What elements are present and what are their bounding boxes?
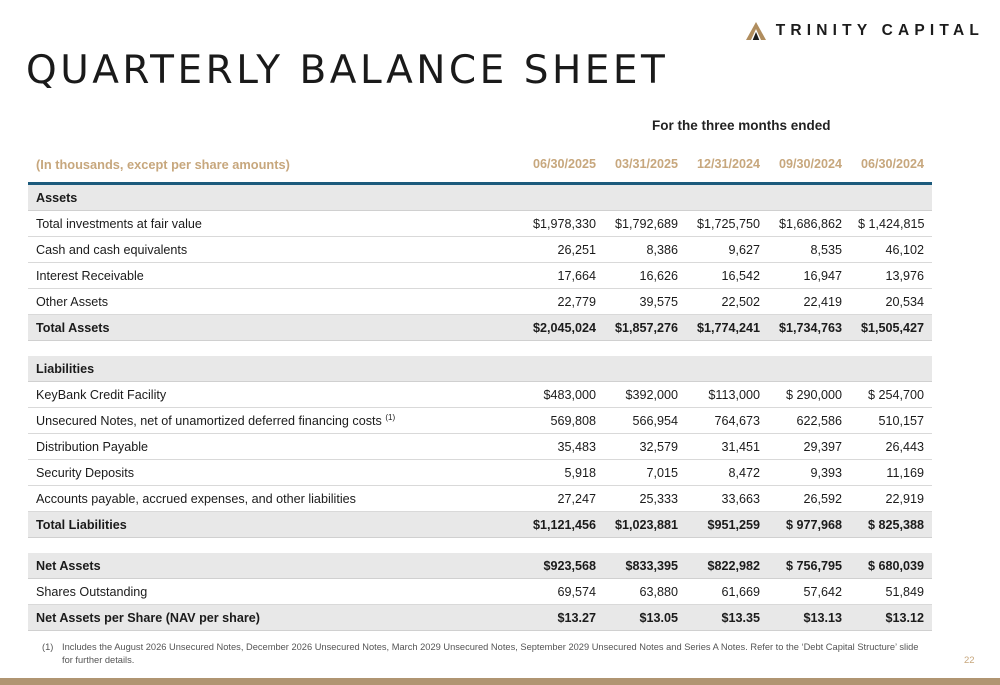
row-label: Accounts payable, accrued expenses, and other liabilities [28,486,522,512]
cell-value: $923,568 [522,553,604,579]
cell-value: 33,663 [686,486,768,512]
cell-value: 27,247 [522,486,604,512]
cell-value: 764,673 [686,408,768,434]
total-assets-row [28,315,932,341]
section-label: Liabilities [28,356,932,382]
cell-value: $833,395 [604,553,686,579]
row-label: Interest Receivable [28,263,522,289]
cell-value: $113,000 [686,382,768,408]
footnote-marker: (1) [42,642,54,652]
row-label: Total Liabilities [28,512,522,538]
row-label-with-note [28,408,522,434]
cell-value: $951,259 [686,512,768,538]
column-header: 09/30/2024 [778,157,842,171]
table-row [28,237,932,263]
cell-value: 29,397 [768,434,850,460]
spacer-row [28,538,932,554]
cell-value: $392,000 [604,382,686,408]
cell-value: $1,734,763 [768,315,850,341]
cell-value: 16,542 [686,263,768,289]
cell-value: $ 756,795 [768,553,850,579]
table-header-row [28,146,932,184]
cell-value: $ 825,388 [850,512,932,538]
cell-value: 9,393 [768,460,850,486]
cell-value: 46,102 [850,237,932,263]
cell-value: 9,627 [686,237,768,263]
table-row [28,434,932,460]
nav-per-share-row [28,605,932,631]
page-number: 22 [964,655,975,666]
cell-value: 5,918 [522,460,604,486]
cell-value: 26,251 [522,237,604,263]
table-row [28,460,932,486]
cell-value: $1,792,689 [604,211,686,237]
row-label: Other Assets [28,289,522,315]
cell-value: 63,880 [604,579,686,605]
row-label: Net Assets per Share (NAV per share) [28,605,522,631]
cell-value: $1,774,241 [686,315,768,341]
cell-value: 510,157 [850,408,932,434]
balance-sheet-table [28,146,932,631]
footnote-text: Includes the August 2026 Unsecured Notes, December 2026 Unsecured Notes, March 2029 Unsecured Notes, September 2029 Unsecured Notes and Series A Notes. Refer to the ‘Debt Capital Structure’ slide for further details. [62,642,919,665]
bottom-accent-bar [0,678,1000,685]
row-label: KeyBank Credit Facility [28,382,522,408]
cell-value: 8,472 [686,460,768,486]
row-label: Net Assets [28,553,522,579]
table-row [28,486,932,512]
cell-value: 11,169 [850,460,932,486]
cell-value: 16,947 [768,263,850,289]
cell-value: $ 254,700 [850,382,932,408]
row-label: Unsecured Notes, net of unamortized deferred financing costs [36,413,382,428]
cell-value: 569,808 [522,408,604,434]
table-row [28,289,932,315]
cell-value: $1,686,862 [768,211,850,237]
cell-value: 622,586 [768,408,850,434]
net-assets-row [28,553,932,579]
cell-value: 61,669 [686,579,768,605]
row-label: Distribution Payable [28,434,522,460]
cell-value: 22,419 [768,289,850,315]
cell-value: 39,575 [604,289,686,315]
cell-value: 13,976 [850,263,932,289]
cell-value: $2,045,024 [522,315,604,341]
section-header-assets [28,184,932,211]
column-header: 06/30/2024 [860,157,924,171]
table-row [28,382,932,408]
cell-value: 35,483 [522,434,604,460]
cell-value: $1,978,330 [522,211,604,237]
cell-value: $13.05 [604,605,686,631]
cell-value: 51,849 [850,579,932,605]
cell-value: $13.35 [686,605,768,631]
cell-value: $ 1,424,815 [850,211,932,237]
column-header: 12/31/2024 [696,157,760,171]
cell-value: 22,779 [522,289,604,315]
cell-value: 26,443 [850,434,932,460]
cell-value: 69,574 [522,579,604,605]
cell-value: $ 680,039 [850,553,932,579]
row-label: Total investments at fair value [28,211,522,237]
cell-value: $483,000 [522,382,604,408]
cell-value: 57,642 [768,579,850,605]
table-row [28,408,932,434]
trinity-capital-logo [746,22,984,40]
footnote [42,641,922,667]
cell-value: 22,502 [686,289,768,315]
column-header: 06/30/2025 [532,157,596,171]
period-header: For the three months ended [652,118,831,133]
cell-value: 20,534 [850,289,932,315]
units-label: (In thousands, except per share amounts) [36,156,290,172]
page-title: QUARTERLY BALANCE SHEET [26,48,669,93]
cell-value: $1,725,750 [686,211,768,237]
brand-name: TRINITY CAPITAL [775,22,984,39]
cell-value: 7,015 [604,460,686,486]
table-row [28,263,932,289]
cell-value: 26,592 [768,486,850,512]
cell-value: $13.12 [850,605,932,631]
cell-value: 566,954 [604,408,686,434]
spacer-row [28,341,932,357]
cell-value: $13.27 [522,605,604,631]
table-row [28,211,932,237]
cell-value: 31,451 [686,434,768,460]
section-label: Assets [28,184,932,211]
cell-value: $1,023,881 [604,512,686,538]
cell-value: 8,386 [604,237,686,263]
total-liabilities-row [28,512,932,538]
section-header-liabilities [28,356,932,382]
triangle-logo-icon [746,22,766,40]
row-label: Cash and cash equivalents [28,237,522,263]
cell-value: $1,121,456 [522,512,604,538]
cell-value: $1,505,427 [850,315,932,341]
cell-value: 17,664 [522,263,604,289]
column-header: 03/31/2025 [614,157,678,171]
cell-value: $822,982 [686,553,768,579]
cell-value: 25,333 [604,486,686,512]
row-label: Security Deposits [28,460,522,486]
cell-value: 16,626 [604,263,686,289]
cell-value: $1,857,276 [604,315,686,341]
footnote-reference: (1) [385,412,396,422]
cell-value: $13.13 [768,605,850,631]
cell-value: 32,579 [604,434,686,460]
cell-value: $ 977,968 [768,512,850,538]
row-label: Total Assets [28,315,522,341]
cell-value: 22,919 [850,486,932,512]
cell-value: 8,535 [768,237,850,263]
shares-outstanding-row [28,579,932,605]
cell-value: $ 290,000 [768,382,850,408]
row-label: Shares Outstanding [28,579,522,605]
